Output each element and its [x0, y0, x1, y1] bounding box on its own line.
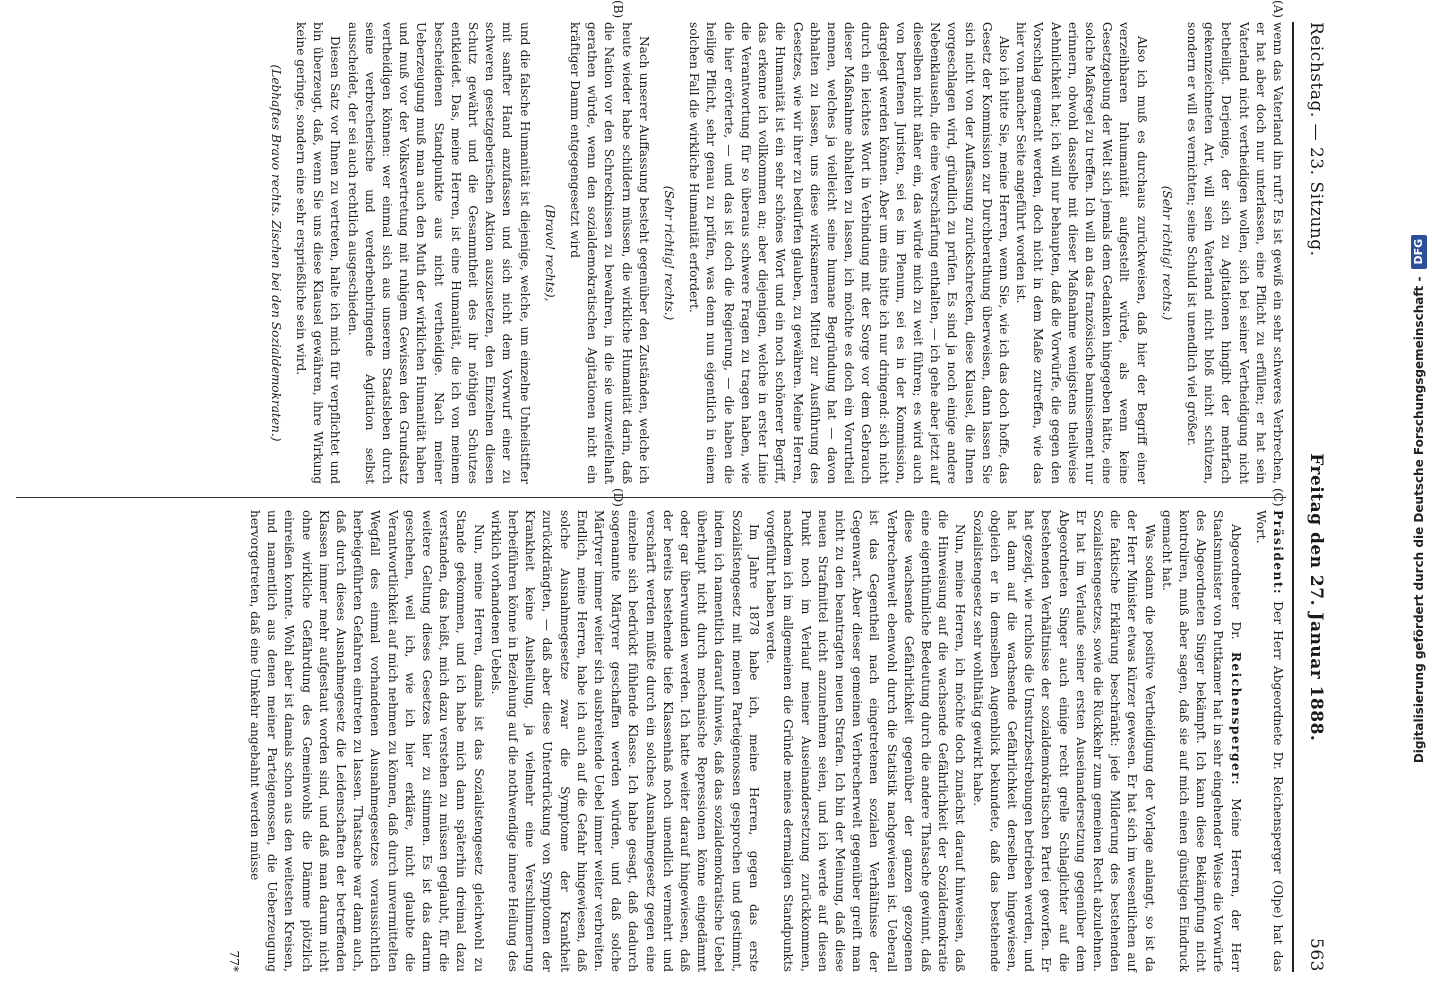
interjection: (Bravo! rechts), [542, 204, 557, 302]
paragraph: Also ich bitte Sie, meine Herren, wenn Sie, wie ich das doch hoffe, das Gesetz der Kommission zur Durchberathung überweisen, dann lassen Sie sich nicht von der Auffassung zurückschrecken, diese Klausel, die Ihnen vorgeschlagen wird, gründlich zu prüfen. Es sind ja noch einige andere Nebenklauseln, die eine Verschärfung enthalten, — ich gehe aber jetzt auf dieselben nicht näher ein, das würde mich zu weit führen; es wird auch von berufenen Juristen, sei es im Plenum, sei es in der Kommission, dargelegt werden können. Aber um eins bitte ich nur dringend: sich nicht durch ein leichtes Wort in Verbindung mit der Sorge vor dem Gebrauch dieser Maßnahme abhalten zu lassen, ich möchte es doch ein Vorurtheil nennen, welches ja vielleicht seine humane Begründung hat — davon abhalten zu lassen, uns diese wirksameren Mittel zur Ausführung des Gesetzes, wie wir ihrer zu bedürfen glauben, zu gewähren. Meine Herren, die Humanität ist ein sehr schönes Wort und ein noch schönerer Begriff, das erkenne ich vollkommen an; aber diejenigen, welche in erster Linie die Verantwortung für so überaus schwere Fragen zu tragen haben, wie die hier erörterte, — und das ist doch die Regierung, — die haben die heilige Pflicht, sehr genau zu prüfen, was denn nun eigentlich in einem solchen Fall die wirkliche Humanität erfordert. [687, 22, 1011, 484]
left-column [16, 0, 1286, 484]
president-label: Präsident: [1271, 510, 1285, 595]
two-column-body [16, 0, 1286, 973]
paragraph: Nach unserer Auffassung besteht gegenüber den Zuständen, welche ich heute wieder habe schildern müssen, die wirkliche Humanität darin, daß die Nation vor den Schrecknissen zu bewahren, in die sie unzweifelhaft gerathen würde, wenn den sozialdemokratischen Agitationen nicht ein kräftiger Damm entgegengesetzt wird [568, 22, 651, 484]
dfg-sidebar-text [1408, 4, 1430, 994]
dfg-sidebar [1408, 4, 1430, 994]
paragraph: Also ich muß es durchaus zurückweisen, daß hier der Begriff einer verzeihbaren Inhumanität aufgestellt würde, als wenn keine Gesetzgebung der Welt sich jemals dem Gedanken hingegeben hätte, eine solche Maßregel zu treffen. Ich will an das französische bannissement nur erinnern, obwohl dasselbe mit dieser Maßnahme wenigstens theilweise Aehnlichkeit hat; ich will nur behaupten, daß die Vorwürfe, die gegen den Vorschlag gemacht werden, doch nicht in dem Maße zutreffen, wie das hier von mancher Seite angeführt worden ist. [1014, 22, 1149, 484]
speaker-text: Meine Herren, der Herr Staatsminister von Puttkamer hat in sehr eingehender Weise die Vorwürfe des Abgeordneten Singer bekämpft. Ich kann diese Bekämpfung nicht kontroliren, muß aber sagen, daß sie auf mich einen günstigen Eindruck gemacht hat. [1159, 510, 1243, 973]
dfg-logo: DFG [1411, 235, 1427, 269]
margin-mark-a: (A) [1271, 0, 1285, 19]
margin-mark-b: (B) [611, 0, 625, 19]
speaker-title: Abgeordneter Dr. [1228, 524, 1243, 640]
margin-mark-d: (D) [611, 488, 625, 507]
paragraph-continuation: wenn das Vaterland ihn ruft? Es ist gewiß ein sehr schweres Verbrechen, er hat aber doch nur unterlassen, eine Pflicht zu erfüllen; er hat sein Vaterland nicht vertheidigen wollen, sich bei seiner Vertheidigung nicht betheiligt. Derjenige, der sich zu Agitationen hingibt der mehrfach gekennzeichneten Art, will sein Vaterland nicht bloß nicht schützen, sondern er will es vernichten; seine Schuld ist unendlich viel größer. [1184, 22, 1285, 484]
running-header [1296, 22, 1326, 972]
paragraph: Nun, meine Herren, damals ist das Sozialistengesetz gleichwohl zu Stande gekommen, und ich habe mich dann späterhin dreimal dazu verstanden, das heißt, mich dazu verstehen zu müssen geglaubt, für die weitere Geltung dieses Gesetzes hier zu stimmen. Es ist das darum geschehen, weil ich, wie ich hier erkläre, nicht glaubte die Verantwortlichkeit auf mich nehmen zu können, daß durch unvermittelten Wegfall des einmal vorhandenen Ausnahmegesetzes voraussichtlich herbeigeführten Gefahren eintreten zu lassen. Thatsache war dann auch, daß durch dieses Ausnahmegesetz die Leidenschaften der betreffenden Klassen immer mehr aufgestaut worden sind, und daß man darum nicht ohne wirkliche Gefährdung des Gemeinwohls die Dämme plötzlich einreißen konnte. Wohl aber ist damals schon aus den weitesten Kreisen, und namentlich aus denen meiner Parteigenossen, die Ueberzeugung hervorgetreten, daß eine Umkehr angebahnt werden müsse [248, 510, 486, 972]
dfg-credit: Digitalisierung gefördert durch die Deutsche Forschungsgemeinschaft - [1412, 276, 1426, 764]
page-number: 563 [1306, 938, 1326, 972]
speaker-paragraph [1158, 510, 1244, 972]
margin-mark-c: (C) [1271, 488, 1285, 507]
signature-mark: 77* [226, 950, 241, 972]
header-left: Reichstag. — 23. Sitzung. [1306, 22, 1326, 257]
paragraph: Was sodann die positive Vertheidigung der Vorlage anlangt, so ist da der Herr Minister etwas kürzer gewesen. Er hat sich im wesentlichen auf die faktische Erklärung beschränkt: jede Milderung des bestehenden Sozialistengesetzes, sowie die Rückkehr zum gemeinen Recht abzulehnen. Er hat im Verlaufe seiner ersten Auseinandersetzung gegenüber dem Abgeordneten Singer auch einige recht grelle Schlaglichter auf die bestehenden Verhältnisse der sozialdemokratischen Partei geworfen. Er hat gezeigt, wie ruchlos die Umsturzbestrebungen betrieben werden, und hat dann auf die wachsende Gefährlichkeit derselben hingewiesen, obgleich er in demselben Augenblick bekundete, daß das bestehende Sozialistengesetz sehr wohlthätig gewirkt habe. [970, 510, 1157, 972]
interjection: (Lebhaftes Bravo rechts. Zischen bei den Sozialdemokraten.) [268, 64, 283, 442]
paragraph-continuation: und die falsche Humanität ist diejenige, welche, um einzelne Unheilstifter mit sanfter Hand anzufassen und sich nicht dem Vorwurf einer zu schweren gesetzgeberischen Aktion auszusetzen, den Einzelnen diesen Schutz gewährt und die Gesammtheit des ihr nöthigen Schutzes entkleidet. Das, meine Herren, ist eine Humanität, die ich von meinem bescheidenen Standpunkte aus nicht vertheidige. Nach meiner Ueberzeugung muß man auch den Muth der wirklichen Humanität haben und muß vor der Volksvertretung mit ruhigem Gewissen den Grundsatz vertheidigen können: wer einmal sich aus unserem Staatsleben durch seine verbrecherische und verderbenbringende Agitation selbst ausscheidet, der sei auch rechtlich ausgeschieden. [345, 22, 532, 484]
right-column [16, 488, 1286, 973]
header-rule [1292, 22, 1294, 972]
interjection: (Sehr richtig! rechts.) [1159, 185, 1174, 321]
president-line [1252, 510, 1286, 972]
interjection: (Sehr richtig! rechts.) [662, 185, 677, 321]
paragraph: Im Jahre 1878 habe ich, meine Herren, gegen das erste Sozialistengesetz mit meinen Parteigenossen gesprochen und gestimmt, indem ich namentlich darauf hinwies, daß das sozialdemokratische Uebel überhaupt nicht durch mechanische Repressionen könne eingedämmt oder gar überwunden werden. Ich hatte weiter darauf hingewiesen, daß der bereits bestehende tiefe Klassenhaß noch unendlich vermehrt und verschärft werden müßte durch ein solches Ausnahmegesetz gegen eine einzelne sich bedrückt fühlende Klasse. Ich habe gesagt, daß dadurch sogenannte Märtyrer geschaffen werden würden, und daß solche Märtyrer immer weiter sich ausbreitende Uebel immer weiter verbreiten. Endlich, meine Herren, habe ich auch auf die Gefahr hingewiesen, daß solche Ausnahmegesetze zwar die Symptome der Krankheit zurückdrängten, — daß aber diese Unterdrückung von Symptomen der Krankheit keine Ausheilung, ja vielmehr eine Verschlimmerung herbeiführen könne in Beziehung auf die nothwendige innere Heilung des wirklich vorhandenen Uebels. [488, 510, 761, 972]
paragraph: Diesen Satz vor Ihnen zu vertreten, halte ich mich für verpflichtet und bin überzeugt, daß, wenn Sie uns diese Klausel gewähren, ihre Wirkung keine geringe, sondern eine sehr ersprießliche sein wird. [294, 22, 343, 484]
paragraph: Nun, meine Herren, ich möchte doch zunächst darauf hinweisen, daß die Hinweisung auf die wachsende Gefährlichkeit der Sozialdemokratie eine eigenthümliche Bedeutung durch die andere Thatsache gewinnt, daß diese wachsende Gefährlichkeit gegenüber der ganzen gezogenen Verbrechenwelt ebenwohl durch die Statistik nachgewiesen ist. Ueberall ist das Gegentheil nach eingetretenen sozialen Verhältnisse der Gegenwart. Aber dieser gemeinen Verbrecherwelt gegenüber greift man nicht zu den beantragten neuen Strafen. Ich bin der Meinung, daß diese neuen Strafmittel nicht anzunehmen seien, und ich werde auf diesen Punkt noch im Verlauf meiner Auseinandersetzung zurückkommen, nachdem ich im allgemeinen die Gründe meines dermaligen Standpunkts vorgeführt haben werde. [764, 510, 968, 972]
speaker-name: Reichensperger: [1228, 651, 1243, 787]
president-text: Der Herr Abgeordnete Dr. Reichensperger (Olpe) hat das Wort. [1253, 510, 1285, 973]
header-center: Freitag den 27. Januar 1888. [1306, 453, 1326, 742]
